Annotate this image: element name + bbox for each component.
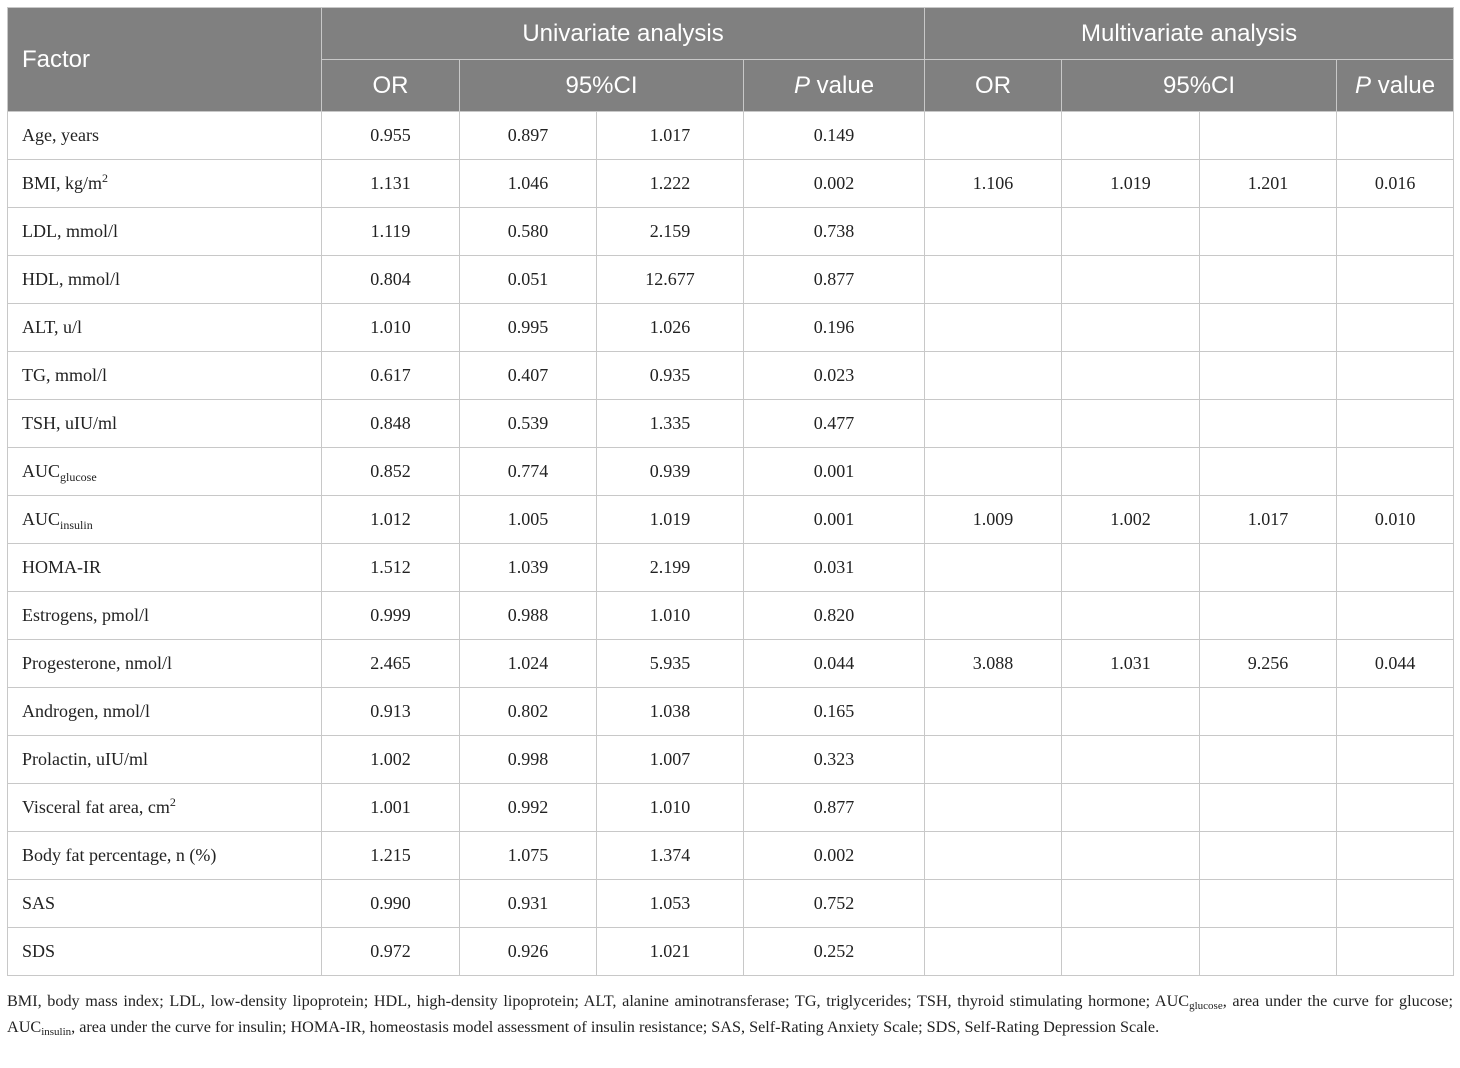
univariate-or-cell: 0.999 [322,592,460,640]
univariate-ci-lower-cell: 0.774 [460,448,597,496]
factor-cell [8,496,322,544]
univariate-or-cell: 1.001 [322,784,460,832]
multivariate-ci-lower-cell [1062,400,1200,448]
table-row [8,640,1454,688]
multivariate-or-header: OR [925,60,1062,112]
univariate-ci-upper-cell: 1.374 [597,832,744,880]
multivariate-ci-upper-cell [1200,544,1337,592]
univariate-p-value-cell: 0.252 [744,928,925,976]
multivariate-or-cell [925,304,1062,352]
multivariate-ci-upper-cell [1200,208,1337,256]
univariate-ci-lower-cell: 0.988 [460,592,597,640]
multivariate-ci-upper-cell [1200,880,1337,928]
multivariate-ci-lower-cell [1062,928,1200,976]
univariate-or-cell: 0.848 [322,400,460,448]
factor-cell [8,256,322,304]
factor-label: ALT, u/l [22,317,83,337]
table-row [8,736,1454,784]
multivariate-or-cell [925,736,1062,784]
multivariate-or-cell [925,880,1062,928]
univariate-ci-upper-cell: 1.335 [597,400,744,448]
univariate-p-value-cell: 0.023 [744,352,925,400]
univariate-or-cell: 0.972 [322,928,460,976]
multivariate-or-cell: 1.009 [925,496,1062,544]
univariate-p-value-cell: 0.323 [744,736,925,784]
factor-label: Body fat percentage, n (%) [22,845,217,865]
factor-cell [8,928,322,976]
multivariate-p-value-cell [1337,304,1454,352]
multivariate-or-cell [925,928,1062,976]
factor-superscript: 2 [169,795,176,809]
multivariate-ci-lower-cell: 1.002 [1062,496,1200,544]
univariate-p-value-cell: 0.752 [744,880,925,928]
univariate-or-cell: 0.804 [322,256,460,304]
multivariate-ci-upper-cell: 1.201 [1200,160,1337,208]
univariate-p-value-cell: 0.477 [744,400,925,448]
multivariate-p-value-cell [1337,928,1454,976]
multivariate-p-value-cell [1337,544,1454,592]
univariate-ci-lower-cell: 0.897 [460,112,597,160]
multivariate-ci-upper-cell [1200,832,1337,880]
univariate-ci-header: 95%CI [460,60,744,112]
table-row [8,832,1454,880]
univariate-ci-upper-cell: 1.017 [597,112,744,160]
factor-label: LDL, mmol/l [22,221,118,241]
multivariate-p-value-cell [1337,688,1454,736]
multivariate-ci-upper-cell [1200,400,1337,448]
multivariate-p-value-cell [1337,784,1454,832]
multivariate-header: Multivariate analysis [925,8,1454,60]
univariate-or-cell: 0.990 [322,880,460,928]
table-footnote [7,988,1453,1040]
univariate-ci-lower-cell: 0.998 [460,736,597,784]
univariate-ci-upper-cell: 0.939 [597,448,744,496]
regression-table [7,7,1454,976]
univariate-ci-upper-cell: 1.222 [597,160,744,208]
univariate-ci-upper-cell: 2.159 [597,208,744,256]
multivariate-ci-upper-cell [1200,448,1337,496]
univariate-or-cell: 1.215 [322,832,460,880]
factor-cell [8,112,322,160]
multivariate-ci-upper-cell [1200,304,1337,352]
factor-cell [8,640,322,688]
factor-label: Age, years [22,125,99,145]
multivariate-ci-lower-cell [1062,208,1200,256]
multivariate-ci-upper-cell [1200,736,1337,784]
factor-label: HOMA-IR [22,557,101,577]
footnote-part-1: BMI, body mass index; LDL, low-density lipoprotein; HDL, high-density lipoprotein; ALT, alanine aminotransferase; TG, triglycerides; TSH, thyroid stimulating hormone; AUC [7,992,1190,1010]
table-row [8,352,1454,400]
factor-cell [8,208,322,256]
multivariate-ci-lower-cell [1062,784,1200,832]
univariate-or-cell: 1.012 [322,496,460,544]
table-row [8,208,1454,256]
multivariate-or-cell [925,352,1062,400]
factor-cell [8,880,322,928]
factor-subscript: insulin [60,518,93,532]
univariate-ci-upper-cell: 1.053 [597,880,744,928]
table-row [8,160,1454,208]
factor-cell [8,736,322,784]
univariate-ci-upper-cell: 12.677 [597,256,744,304]
multivariate-or-cell [925,784,1062,832]
factor-label: Progesterone, nmol/l [22,653,172,673]
p-value-text: value [1371,71,1436,99]
table-row [8,688,1454,736]
factor-cell [8,448,322,496]
univariate-ci-upper-cell: 1.021 [597,928,744,976]
table-row [8,928,1454,976]
univariate-ci-lower-cell: 0.407 [460,352,597,400]
multivariate-p-value-cell [1337,352,1454,400]
multivariate-p-value-cell: 0.044 [1337,640,1454,688]
multivariate-p-value-cell [1337,832,1454,880]
univariate-ci-upper-cell: 5.935 [597,640,744,688]
table-row [8,784,1454,832]
multivariate-p-value-cell [1337,112,1454,160]
univariate-or-cell: 0.955 [322,112,460,160]
univariate-ci-upper-cell: 1.038 [597,688,744,736]
factor-cell [8,688,322,736]
p-italic: P [1355,71,1372,99]
univariate-ci-upper-cell: 1.010 [597,592,744,640]
multivariate-ci-upper-cell [1200,688,1337,736]
univariate-p-value-cell: 0.001 [744,496,925,544]
factor-label: HDL, mmol/l [22,269,120,289]
univariate-ci-upper-cell: 1.019 [597,496,744,544]
univariate-or-cell: 0.913 [322,688,460,736]
table-row [8,544,1454,592]
multivariate-p-value-cell [1337,736,1454,784]
univariate-p-value-cell: 0.877 [744,784,925,832]
multivariate-p-value-cell [1337,880,1454,928]
multivariate-p-value-cell [1337,208,1454,256]
univariate-or-header: OR [322,60,460,112]
table-header [8,8,1454,112]
multivariate-ci-lower-cell [1062,544,1200,592]
univariate-or-cell: 1.131 [322,160,460,208]
factor-subscript: glucose [60,470,97,484]
multivariate-p-value-cell [1337,400,1454,448]
univariate-p-value-cell: 0.044 [744,640,925,688]
multivariate-ci-upper-cell [1200,352,1337,400]
univariate-or-cell: 2.465 [322,640,460,688]
univariate-ci-upper-cell: 1.026 [597,304,744,352]
factor-label: SDS [22,941,56,961]
multivariate-ci-upper-cell: 1.017 [1200,496,1337,544]
table-row [8,400,1454,448]
multivariate-ci-lower-cell [1062,832,1200,880]
multivariate-or-cell [925,256,1062,304]
multivariate-ci-upper-cell: 9.256 [1200,640,1337,688]
multivariate-or-cell [925,832,1062,880]
factor-label: AUC [22,509,61,529]
multivariate-p-value-cell [1337,256,1454,304]
multivariate-p-value-cell: 0.010 [1337,496,1454,544]
footnote-subscript-insulin: insulin [41,1026,72,1038]
univariate-ci-lower-cell: 1.005 [460,496,597,544]
factor-label: TSH, uIU/ml [22,413,118,433]
multivariate-ci-upper-cell [1200,256,1337,304]
univariate-p-value-cell: 0.031 [744,544,925,592]
factor-header: Factor [8,8,322,112]
univariate-or-cell: 1.119 [322,208,460,256]
multivariate-ci-upper-cell [1200,784,1337,832]
factor-label: BMI, kg/m [22,173,103,193]
multivariate-ci-lower-cell [1062,112,1200,160]
univariate-ci-lower-cell: 1.046 [460,160,597,208]
factor-cell [8,400,322,448]
multivariate-ci-lower-cell [1062,880,1200,928]
factor-label: SAS [22,893,56,913]
univariate-header: Univariate analysis [322,8,925,60]
univariate-ci-lower-cell: 0.931 [460,880,597,928]
univariate-p-value-cell: 0.165 [744,688,925,736]
univariate-p-value-cell: 0.002 [744,832,925,880]
multivariate-ci-upper-cell [1200,112,1337,160]
factor-label: Androgen, nmol/l [22,701,150,721]
factor-cell [8,592,322,640]
univariate-p-header [744,60,925,112]
multivariate-ci-header: 95%CI [1062,60,1337,112]
univariate-p-value-cell: 0.877 [744,256,925,304]
multivariate-or-cell [925,448,1062,496]
multivariate-p-value-cell [1337,592,1454,640]
multivariate-ci-lower-cell [1062,592,1200,640]
multivariate-ci-upper-cell [1200,928,1337,976]
univariate-p-value-cell: 0.196 [744,304,925,352]
multivariate-ci-lower-cell [1062,448,1200,496]
factor-label: AUC [22,461,61,481]
univariate-ci-lower-cell: 1.024 [460,640,597,688]
univariate-ci-lower-cell: 0.992 [460,784,597,832]
table-row [8,880,1454,928]
multivariate-or-cell [925,688,1062,736]
univariate-ci-lower-cell: 1.075 [460,832,597,880]
univariate-or-cell: 0.852 [322,448,460,496]
multivariate-or-cell [925,544,1062,592]
univariate-or-cell: 1.002 [322,736,460,784]
multivariate-or-cell [925,400,1062,448]
univariate-ci-upper-cell: 1.007 [597,736,744,784]
regression-table-container [7,7,1453,976]
univariate-or-cell: 0.617 [322,352,460,400]
multivariate-or-cell [925,208,1062,256]
factor-label: Prolactin, uIU/ml [22,749,148,769]
multivariate-ci-lower-cell [1062,256,1200,304]
univariate-ci-lower-cell: 1.039 [460,544,597,592]
header-row-groups [8,8,1454,60]
univariate-ci-upper-cell: 2.199 [597,544,744,592]
multivariate-p-header [1337,60,1454,112]
univariate-p-value-cell: 0.149 [744,112,925,160]
factor-cell [8,832,322,880]
table-row [8,304,1454,352]
factor-label: Estrogens, pmol/l [22,605,149,625]
univariate-p-value-cell: 0.002 [744,160,925,208]
table-row [8,256,1454,304]
univariate-p-value-cell: 0.001 [744,448,925,496]
multivariate-ci-lower-cell: 1.031 [1062,640,1200,688]
univariate-ci-lower-cell: 0.995 [460,304,597,352]
p-value-text: value [810,71,875,99]
footnote-part-3: , area under the curve for insulin; HOMA-IR, homeostasis model assessment of insulin resistance; SAS, Self-Rating Anxiety Scale; SDS, Self-Rating Depression Scale. [71,1018,1160,1036]
univariate-ci-lower-cell: 0.539 [460,400,597,448]
univariate-ci-upper-cell: 1.010 [597,784,744,832]
univariate-ci-lower-cell: 0.926 [460,928,597,976]
table-row [8,496,1454,544]
multivariate-ci-lower-cell [1062,304,1200,352]
univariate-p-value-cell: 0.820 [744,592,925,640]
multivariate-p-value-cell [1337,448,1454,496]
multivariate-ci-lower-cell [1062,352,1200,400]
multivariate-ci-upper-cell [1200,592,1337,640]
factor-superscript: 2 [102,171,109,185]
univariate-ci-upper-cell: 0.935 [597,352,744,400]
univariate-ci-lower-cell: 0.051 [460,256,597,304]
multivariate-p-value-cell: 0.016 [1337,160,1454,208]
factor-cell [8,544,322,592]
multivariate-ci-lower-cell [1062,688,1200,736]
multivariate-or-cell [925,592,1062,640]
multivariate-or-cell: 1.106 [925,160,1062,208]
multivariate-ci-lower-cell [1062,736,1200,784]
table-row [8,592,1454,640]
factor-label: TG, mmol/l [22,365,107,385]
univariate-ci-lower-cell: 0.580 [460,208,597,256]
factor-label: Visceral fat area, cm [22,797,170,817]
univariate-or-cell: 1.512 [322,544,460,592]
univariate-ci-lower-cell: 0.802 [460,688,597,736]
univariate-p-value-cell: 0.738 [744,208,925,256]
p-italic: P [793,71,810,99]
factor-cell [8,784,322,832]
factor-cell [8,160,322,208]
factor-cell [8,352,322,400]
footnote-subscript-glucose: glucose [1189,1000,1223,1012]
table-row [8,112,1454,160]
multivariate-or-cell: 3.088 [925,640,1062,688]
multivariate-ci-lower-cell: 1.019 [1062,160,1200,208]
table-row [8,448,1454,496]
factor-cell [8,304,322,352]
multivariate-or-cell [925,112,1062,160]
table-body [8,112,1454,976]
footnote-part-2: , area under the curve for glucose; AUC [7,992,1453,1036]
univariate-or-cell: 1.010 [322,304,460,352]
